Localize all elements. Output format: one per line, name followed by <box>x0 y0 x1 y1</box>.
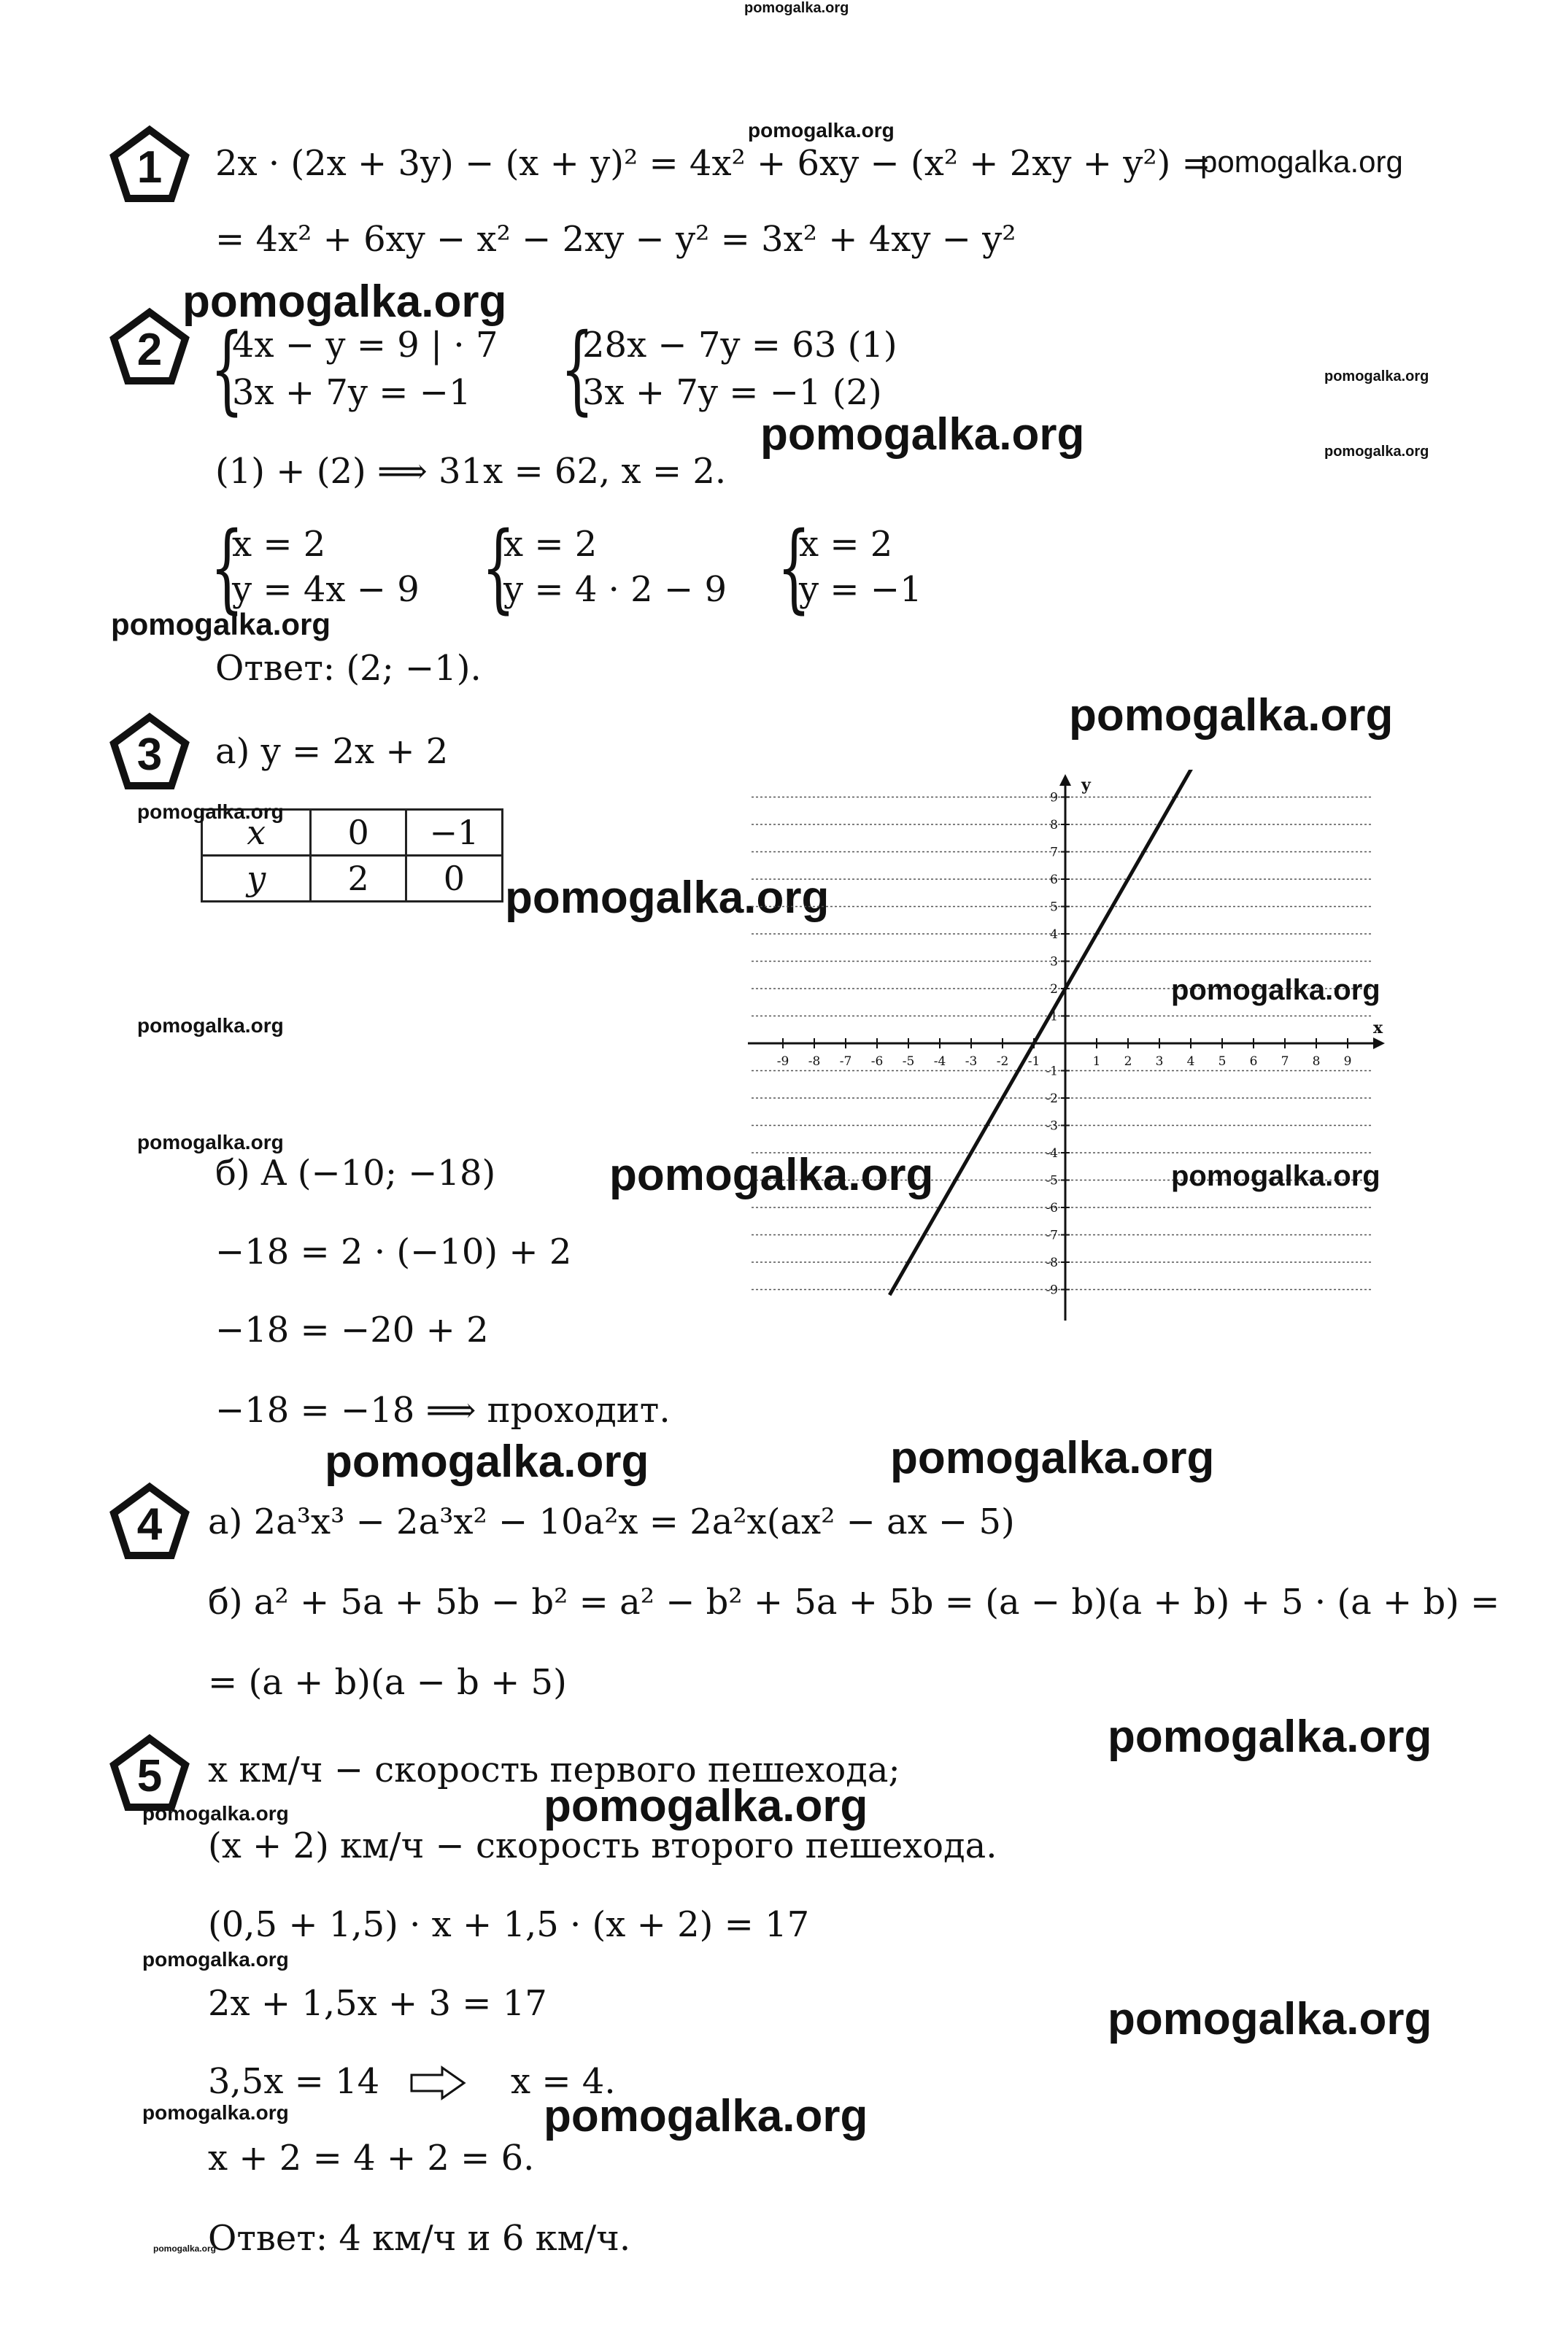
x-axis-label: x <box>1373 1019 1383 1037</box>
y-tick-label: 6 <box>1050 873 1058 887</box>
watermark: pomogalka.org <box>137 1131 284 1153</box>
watermark: pomogalka.org <box>1108 1712 1432 1762</box>
table-cell: x <box>202 810 311 856</box>
system-brace: { <box>777 511 811 624</box>
x-axis-arrow-icon <box>1373 1037 1385 1049</box>
system-brace: { <box>210 313 244 425</box>
system5-row2: y = −1 <box>799 569 922 610</box>
y-tick-label: 2 <box>1050 982 1058 997</box>
task-number-badge <box>109 306 190 387</box>
series-line <box>889 770 1194 1295</box>
x-tick-label: 6 <box>1249 1054 1258 1069</box>
system4-row2: y = 4 · 2 − 9 <box>503 569 727 610</box>
task-number-badge <box>109 1733 190 1813</box>
system1-row2: 3x + 7y = −1 <box>232 372 471 413</box>
table-cell: 0 <box>311 810 406 856</box>
task3-calc1: −18 = 2 · (−10) + 2 <box>215 1232 572 1272</box>
x-tick-label: -8 <box>808 1054 821 1069</box>
task3-calc3: −18 = −18 ⟹ проходит. <box>215 1390 671 1431</box>
y-axis-arrow-icon <box>1059 774 1071 786</box>
watermark: pomogalka.org <box>1324 444 1429 460</box>
x-tick-label: 9 <box>1343 1054 1352 1069</box>
system-brace: { <box>210 511 244 624</box>
table-cell: −1 <box>406 810 502 856</box>
y-tick-label: -9 <box>1046 1283 1058 1298</box>
task5-line3: (0,5 + 1,5) · x + 1,5 · (x + 2) = 17 <box>208 1904 810 1945</box>
table-cell: y <box>202 856 311 902</box>
series <box>889 770 1194 1295</box>
watermark: pomogalka.org <box>505 873 830 923</box>
task3-part-b: б) A (−10; −18) <box>215 1153 496 1194</box>
watermark: pomogalka.org <box>153 2243 217 2254</box>
sum-line: (1) + (2) ⟹ 31x = 62, x = 2. <box>215 451 727 492</box>
task2-answer: Ответ: (2; −1). <box>215 648 482 689</box>
y-tick-label: 3 <box>1050 954 1058 970</box>
y-tick-label: -1 <box>1046 1064 1058 1079</box>
task1-line2: = 4x² + 6xy − x² − 2xy − y² = 3x² + 4xy − y² <box>215 219 1016 260</box>
system5-row1: x = 2 <box>799 524 893 565</box>
y-tick-label: -8 <box>1046 1256 1058 1270</box>
y-tick-label: -4 <box>1046 1146 1058 1161</box>
watermark: pomogalka.org <box>890 1433 1215 1483</box>
x-tick-label: -4 <box>933 1054 946 1069</box>
table-row <box>202 856 503 902</box>
task-number-badge <box>109 1481 190 1561</box>
task5-line5a: 3,5x = 14 <box>208 2061 380 2102</box>
task1-line1: 2x · (2x + 3y) − (x + y)² = 4x² + 6xy − (x² + 2xy + y²) = <box>215 143 1211 184</box>
watermark: pomogalka.org <box>1171 1160 1380 1192</box>
y-tick-label: 4 <box>1050 927 1058 942</box>
watermark: pomogalka.org <box>137 800 284 823</box>
watermark: pomogalka.org <box>142 1802 289 1825</box>
system3-row2: y = 4x − 9 <box>232 569 420 610</box>
y-tick-label: -6 <box>1046 1201 1058 1215</box>
watermark: pomogalka.org <box>544 2091 868 2141</box>
watermark: pomogalka.org <box>544 1781 868 1831</box>
watermark: pomogalka.org <box>744 0 849 16</box>
task4-part-a: а) 2a³x³ − 2a³x² − 10a²x = 2a²x(ax² − ax − 5) <box>208 1501 1015 1542</box>
task5-line1: x км/ч − скорость первого пешехода; <box>208 1750 900 1790</box>
x-tick-label: 8 <box>1312 1054 1321 1069</box>
watermark: pomogalka.org <box>1069 690 1394 741</box>
watermark: pomogalka.org <box>1171 974 1380 1006</box>
task-number-badge <box>109 711 190 792</box>
task5-answer: Ответ: 4 км/ч и 6 км/ч. <box>208 2218 631 2259</box>
task5-line5b: x = 4. <box>511 2061 616 2102</box>
x-tick-label: -7 <box>839 1054 852 1069</box>
x-tick-label: 7 <box>1281 1054 1289 1069</box>
x-tick-label: -3 <box>965 1054 978 1069</box>
watermark: pomogalka.org <box>1324 368 1429 384</box>
task4-part-b2: = (a + b)(a − b + 5) <box>208 1662 567 1703</box>
y-tick-label: -3 <box>1046 1118 1058 1134</box>
x-tick-label: -9 <box>776 1054 789 1069</box>
watermark: pomogalka.org <box>182 277 507 327</box>
watermark: pomogalka.org <box>137 1014 284 1037</box>
system-brace: { <box>560 313 595 425</box>
y-tick-label: 7 <box>1050 845 1058 860</box>
task-number: 3 <box>136 730 163 780</box>
x-tick-label: -5 <box>902 1054 915 1069</box>
task5-line4: 2x + 1,5x + 3 = 17 <box>208 1983 547 2024</box>
x-tick-label: 3 <box>1155 1054 1164 1069</box>
axes <box>748 774 1385 1321</box>
watermark: pomogalka.org <box>748 119 895 142</box>
system4-row1: x = 2 <box>503 524 598 565</box>
task4-part-b: б) a² + 5a + 5b − b² = a² − b² + 5a + 5b = (a − b)(a + b) + 5 · (a + b) = <box>208 1582 1500 1623</box>
x-tick-label: 4 <box>1186 1054 1195 1069</box>
system2-row2: 3x + 7y = −1 (2) <box>582 372 882 413</box>
task3-calc2: −18 = −20 + 2 <box>215 1310 489 1350</box>
task-number: 2 <box>136 325 163 375</box>
y-tick-label: -5 <box>1046 1173 1058 1188</box>
table-cell: 2 <box>311 856 406 902</box>
x-tick-label: -6 <box>870 1054 884 1069</box>
task5-line6: x + 2 = 4 + 2 = 6. <box>208 2138 535 2179</box>
task-number: 5 <box>136 1751 163 1801</box>
task-number: 1 <box>136 142 163 193</box>
y-tick-label: -7 <box>1046 1228 1058 1243</box>
y-axis-label: y <box>1081 776 1091 795</box>
task5-line2: (x + 2) км/ч − скорость второго пешехода. <box>208 1825 997 1866</box>
system3-row1: x = 2 <box>232 524 326 565</box>
x-tick-label: 5 <box>1218 1054 1227 1069</box>
y-tick-label: 9 <box>1050 790 1058 805</box>
system1-row1: 4x − y = 9 | · 7 <box>232 325 498 366</box>
watermark: pomogalka.org <box>325 1437 649 1487</box>
watermark: pomogalka.org <box>142 1948 289 1971</box>
y-tick-label: -2 <box>1046 1091 1058 1106</box>
y-tick-label: 8 <box>1050 818 1058 832</box>
task3-part-a: а) y = 2x + 2 <box>215 731 449 772</box>
y-tick-label: 5 <box>1050 900 1058 915</box>
system-brace: { <box>482 511 516 624</box>
system2-row1: 28x − 7y = 63 (1) <box>582 325 897 366</box>
x-tick-label: 2 <box>1124 1054 1132 1069</box>
x-tick-label: 1 <box>1092 1054 1101 1069</box>
x-tick-label: -1 <box>1027 1054 1040 1069</box>
watermark: pomogalka.org <box>1108 1994 1432 2044</box>
task-number: 4 <box>136 1499 163 1550</box>
table-cell: 0 <box>406 856 502 902</box>
task-number-badge <box>109 124 190 204</box>
watermark: pomogalka.org <box>760 409 1085 460</box>
x-tick-label: -2 <box>996 1054 1009 1069</box>
watermark: pomogalka.org <box>142 2101 289 2124</box>
function-graph <box>744 770 1386 1324</box>
implies-arrow-icon <box>409 2065 467 2101</box>
watermark: pomogalka.org <box>111 607 331 641</box>
watermark: pomogalka.org <box>1200 144 1403 179</box>
watermark: pomogalka.org <box>609 1150 934 1200</box>
y-tick-label: 1 <box>1050 1009 1058 1024</box>
